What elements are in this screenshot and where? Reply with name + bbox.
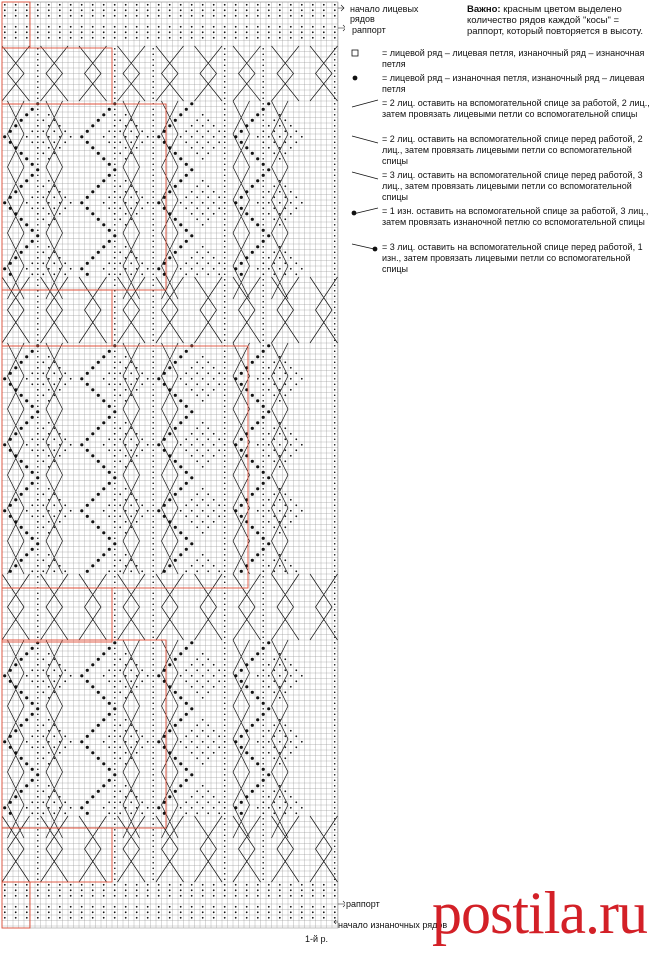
note-text: красным цветом выделено количество рядов каждой "косы" = раппорт, который повторяется в высоту.: [467, 4, 643, 37]
legend-text: = лицевой ряд – изнаночная петля, изнаночный ряд – лицевая петля: [382, 73, 645, 94]
start-purl-rows-label: начало изнаночных рядов: [338, 920, 448, 930]
repeat-bottom-label: раппорт: [346, 899, 380, 909]
dot-icon: [350, 73, 380, 85]
legend-text: = 2 лиц. оставить на вспомогательной спице перед работой, 2 лиц., затем провязать лицевыми петли со вспомогательной спицы: [382, 134, 643, 166]
row-one-label: 1-й р.: [305, 934, 329, 944]
legend-item-cable-3-1p-front: [350, 242, 656, 276]
legend-item-cable-3-3-front: [350, 170, 656, 204]
cable-back-icon: [350, 98, 380, 110]
cable-purl-front-icon: [350, 242, 380, 254]
legend-text: = 2 лиц. оставить на вспомогательной спице за работой, 2 лиц., затем провязать лицевыми петли со вспомогательной спицы: [382, 98, 650, 119]
repeat-top-label: раппорт: [352, 25, 386, 35]
legend-item-cable-1p-3-back: [350, 206, 656, 240]
legend-item-cable-2-2-back: [350, 98, 656, 132]
legend-text: = лицевой ряд – лицевая петля, изнаночный ряд – изнаночная петля: [382, 48, 645, 69]
legend-text: = 3 лиц. оставить на вспомогательной спице перед работой, 3 лиц., затем провязать лицевыми петли со вспомогательной спицы: [382, 170, 643, 202]
legend-text: = 3 лиц. оставить на вспомогательной спице перед работой, 1 изн., затем провязать лицевыми петли со вспомогательной спицы: [382, 242, 643, 274]
cable-3-3-icon: [350, 170, 380, 182]
watermark-logo: postila.ru: [432, 880, 647, 946]
empty-square-icon: [350, 48, 380, 60]
cable-front-icon: [350, 134, 380, 146]
legend-text: = 1 изн. оставить на вспомогательной спице за работой, 3 лиц., затем провязать изнаночной петлю со вспомогательной спицы: [382, 206, 649, 227]
cable-purl-back-icon: [350, 206, 380, 218]
legend-item-cable-2-2-front: [350, 134, 656, 168]
start-knit-rows-label: начало лицевых рядов: [350, 4, 419, 24]
note-title: Важно:: [467, 4, 501, 15]
important-note: [467, 4, 657, 37]
